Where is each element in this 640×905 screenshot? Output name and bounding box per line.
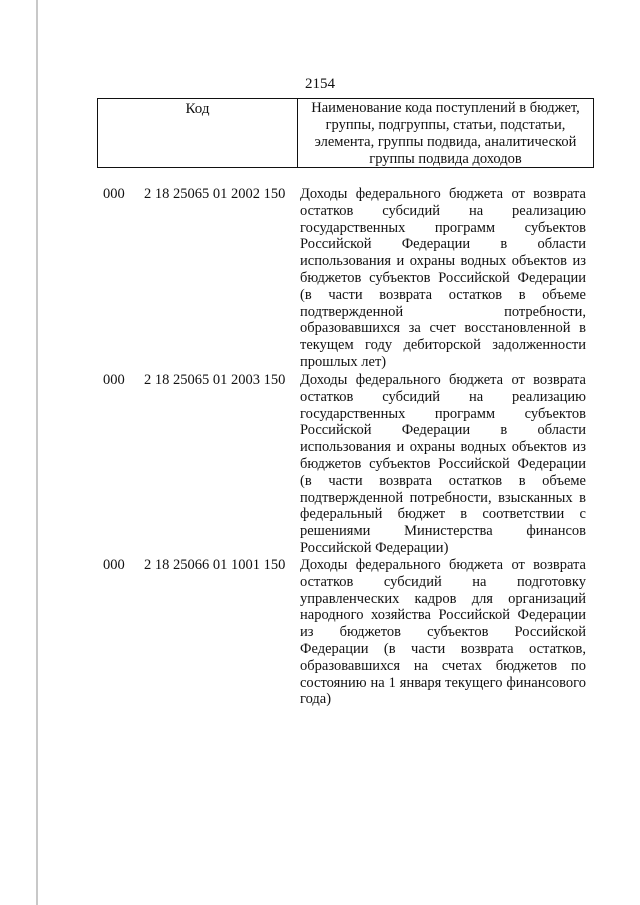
admin-code: 000	[103, 186, 125, 202]
header-name-line: элемента, группы подвида, аналитической	[314, 134, 577, 150]
description-line: текущем году дебиторской задолженности	[300, 337, 586, 354]
description-line: использования и охраны водных объектов из	[300, 253, 586, 270]
income-description	[300, 186, 586, 371]
header-name-line: группы подвида доходов	[369, 151, 522, 167]
income-description	[300, 557, 586, 708]
description-line: государственных программ субъектов	[300, 219, 586, 236]
description-line: управленческих кадров для организаций	[300, 590, 586, 607]
description-line: использования и охраны водных объектов из	[300, 439, 586, 456]
description-line: (в части возврата остатков в объеме	[300, 286, 586, 303]
admin-code: 000	[103, 557, 125, 573]
income-code: 2 18 25065 01 2003 150	[144, 372, 286, 388]
description-line: остатков субсидий на реализацию	[300, 202, 586, 219]
page-number: 2154	[305, 76, 335, 92]
table-header	[97, 98, 594, 168]
description-line: Доходы федерального бюджета от возврата	[300, 186, 586, 202]
description-line: Доходы федерального бюджета от возврата	[300, 557, 586, 573]
income-code: 2 18 25066 01 1001 150	[144, 557, 286, 573]
description-line: Российской Федерации в области	[300, 422, 586, 439]
description-line: образовавшихся на счетах бюджетов по	[300, 657, 586, 674]
header-code-label: Код	[98, 99, 298, 167]
description-line: состоянию на 1 января текущего финансового	[300, 674, 586, 691]
description-line: остатков субсидий на подготовку	[300, 573, 586, 590]
description-line: бюджетов субъектов Российской Федерации	[300, 269, 586, 286]
description-line: федеральный бюджет в соответствии с	[300, 506, 586, 523]
description-line: бюджетов субъектов Российской Федерации	[300, 455, 586, 472]
description-line: государственных программ субъектов	[300, 405, 586, 422]
income-code: 2 18 25065 01 2002 150	[144, 186, 286, 202]
description-line: подтвержденной потребности, взысканных в	[300, 489, 586, 506]
description-line: подтвержденной потребности,	[300, 303, 586, 320]
description-line: Доходы федерального бюджета от возврата	[300, 372, 586, 388]
description-line: прошлых лет)	[300, 353, 387, 370]
header-name-line: группы, подгруппы, статьи, подстатьи,	[325, 117, 566, 133]
description-line: Российской Федерации)	[300, 539, 449, 556]
description-line: Российской Федерации в области	[300, 236, 586, 253]
description-line: года)	[300, 691, 332, 708]
scan-edge-line	[36, 0, 38, 905]
admin-code: 000	[103, 372, 125, 388]
description-line: из бюджетов субъектов Российской	[300, 624, 586, 641]
description-line: народного хозяйства Российской Федерации	[300, 607, 586, 624]
description-line: Федерации (в части возврата остатков,	[300, 640, 586, 657]
header-name-line: Наименование кода поступлений в бюджет,	[311, 100, 580, 116]
description-line: (в части возврата остатков в объеме	[300, 472, 586, 489]
income-description	[300, 372, 586, 557]
description-line: решениями Министерства финансов	[300, 523, 586, 540]
header-name-label	[298, 99, 593, 167]
description-line: остатков субсидий на реализацию	[300, 388, 586, 405]
description-line: образовавшихся за счет восстановленной в	[300, 320, 586, 337]
